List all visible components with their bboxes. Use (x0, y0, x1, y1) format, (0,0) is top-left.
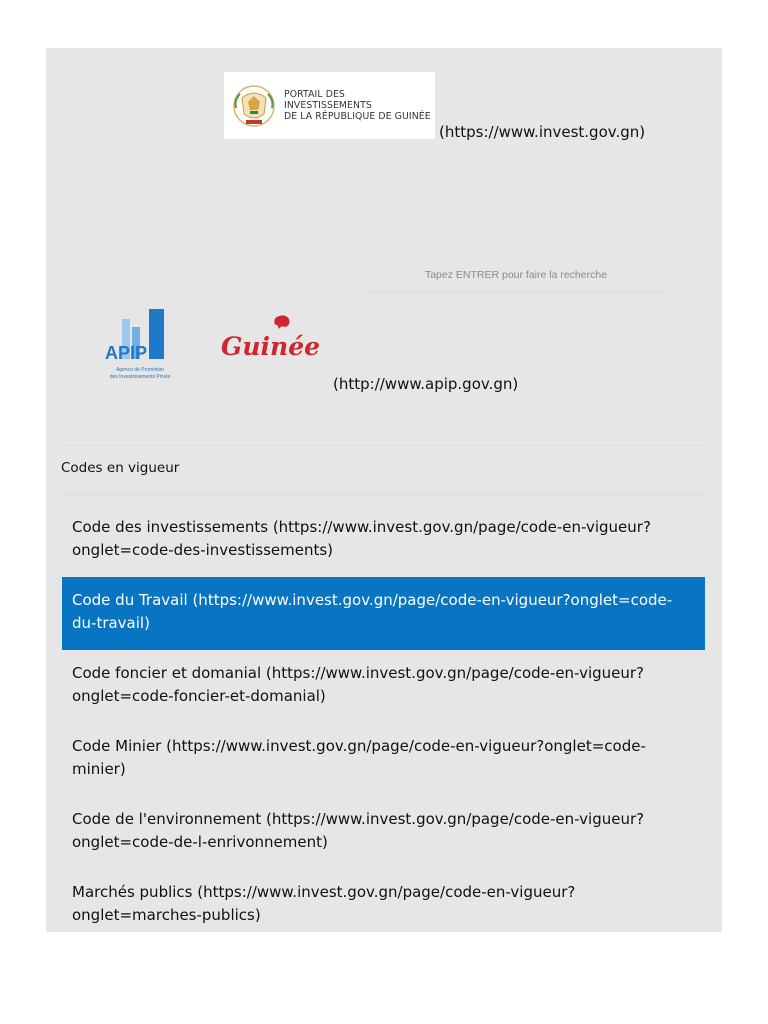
menu-item-code-environnement[interactable]: Code de l'environnement (https://www.invest.gov.gn/page/code-en-vigueur?onglet=code-de-l-enrivonnement) (72, 810, 645, 851)
portal-logo-line1: PORTAIL DES INVESTISSEMENTS (284, 89, 372, 111)
apip-url-link[interactable]: (http://www.apip.gov.gn) (333, 375, 519, 393)
apip-logo-subtitle-1: Agence de Promotion (115, 367, 165, 373)
search-input[interactable] (368, 258, 664, 291)
guinee-logo-wordmark: Guinée (221, 332, 321, 361)
apip-logo-wordmark: APIP (105, 343, 148, 363)
menu-item-marches-publics[interactable]: Marchés publics (https://www.invest.gov.gn/page/code-en-vigueur?onglet=marches-publics) (72, 883, 576, 924)
portal-url-link[interactable]: (https://www.invest.gov.gn) (439, 123, 646, 141)
menu-item-code-foncier[interactable]: Code foncier et domanial (https://www.invest.gov.gn/page/code-en-vigueur?onglet=code-foncier-et-domanial) (72, 664, 644, 705)
search-box (368, 258, 664, 292)
portal-logo-line2: DE LA RÉPUBLIQUE DE GUINÉE (284, 111, 431, 122)
codes-menu (62, 504, 705, 942)
guinee-brand-logo-icon[interactable] (219, 313, 323, 361)
divider (62, 494, 706, 495)
apip-logo-icon[interactable] (102, 307, 178, 383)
divider (62, 445, 706, 446)
apip-logo-subtitle-2: des Investissements Privés (109, 374, 171, 380)
page-panel (46, 48, 722, 932)
guinea-coat-of-arms-icon (228, 80, 280, 132)
menu-item-code-du-travail[interactable]: Code du Travail (https://www.invest.gov.gn/page/code-en-vigueur?onglet=code-du-travail) (62, 577, 705, 650)
portal-logo-text (284, 89, 435, 122)
portal-logo[interactable] (224, 72, 435, 139)
section-title: Codes en vigueur (61, 460, 180, 476)
menu-item-code-des-investissements[interactable]: Code des investissements (https://www.invest.gov.gn/page/code-en-vigueur?onglet=code-des-investissements) (72, 518, 651, 559)
menu-item-code-minier[interactable]: Code Minier (https://www.invest.gov.gn/page/code-en-vigueur?onglet=code-minier) (72, 737, 646, 778)
